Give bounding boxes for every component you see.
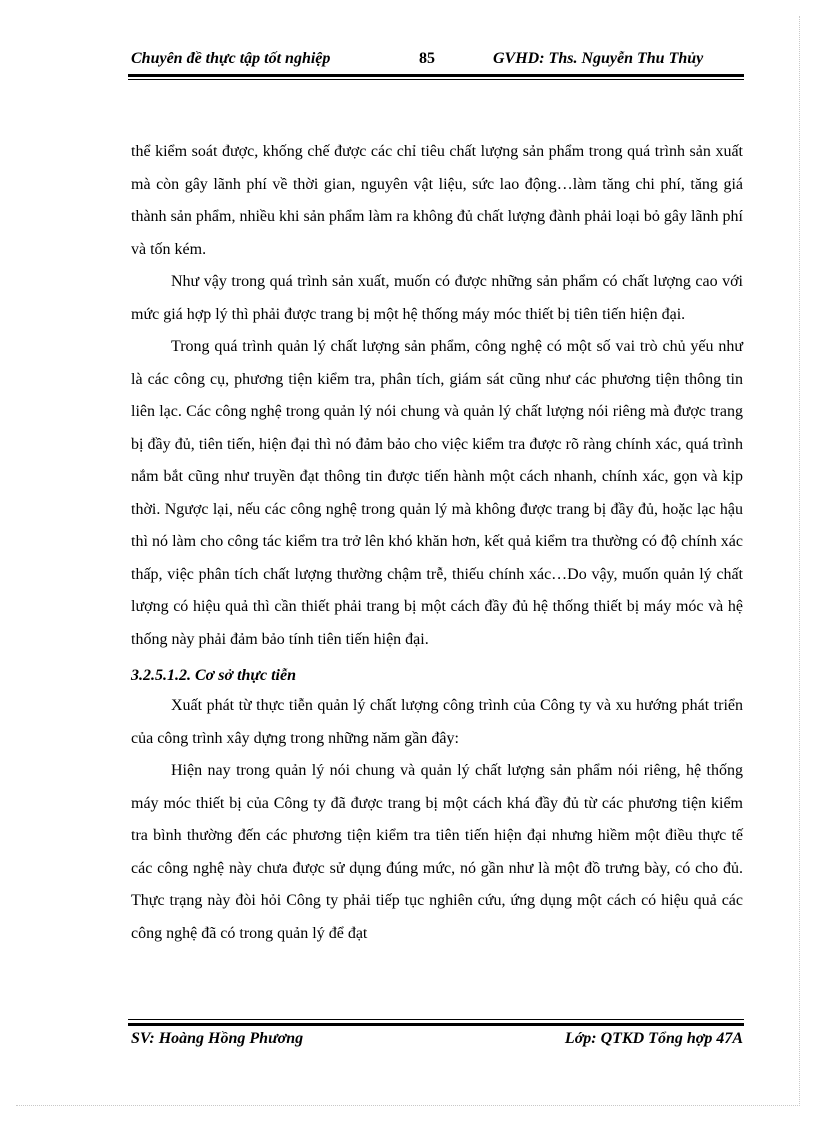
paragraph: Như vậy trong quá trình sản xuất, muốn có được những sản phẩm có chất lượng cao với mức giá hợp lý thì phải được trang bị một hệ thống máy móc thiết bị tiên tiến hiện đại. — [131, 273, 743, 323]
header-divider-thin — [128, 79, 744, 80]
footer-divider — [128, 1023, 744, 1026]
page-header — [131, 50, 743, 74]
header-divider — [128, 74, 744, 77]
paragraph: Hiện nay trong quản lý nói chung và quản lý chất lượng sản phẩm nói riêng, hệ thống máy móc thiết bị của Công ty đã được trang bị một cách khá đầy đủ từ các phương tiện kiểm tra bình thường đến các phương tiện kiểm tra tiên tiến hiện đại nhưng hiềm một điều thực tế các công nghệ này chưa được sử dụng đúng mức, nó gần như là một đồ trưng bày, có cho đủ. Thực trạng này đòi hỏi Công ty phải tiếp tục nghiên cứu, ứng dụng một cách có hiệu quả các công nghệ đã có trong quản lý để đạt — [131, 762, 743, 942]
section-heading: 3.2.5.1.2. Cơ sở thực tiễn — [131, 667, 296, 684]
class-name: Lớp: QTKD Tổng hợp 47A — [564, 1030, 743, 1047]
advisor-name: GVHD: Ths. Nguyễn Thu Thủy — [493, 50, 704, 67]
paragraph: Xuất phát từ thực tiễn quản lý chất lượng công trình của Công ty và xu hướng phát triển của công trình xây dựng trong những năm gần đây: — [131, 697, 743, 747]
paragraph: thể kiểm soát được, khống chế được các chỉ tiêu chất lượng sản phẩm trong quá trình sản xuất mà còn gây lãnh phí về thời gian, nguyên vật liệu, sức lao động…làm tăng chi phí, tăng giá thành sản phẩm, nhiều khi sản phẩm làm ra không đủ chất lượng đành phải loại bỏ gây lãnh phí và tốn kém. — [131, 143, 743, 258]
document-title: Chuyên đề thực tập tốt nghiệp — [131, 50, 331, 67]
paragraph: Trong quá trình quản lý chất lượng sản phẩm, công nghệ có một số vai trò chủ yếu như là các công cụ, phương tiện kiểm tra, phân tích, giám sát cũng như các phương tiện thông tin liên lạc. Các công nghệ trong quản lý nói chung và quản lý chất lượng nói riêng mà được trang bị đầy đủ, tiên tiến, hiện đại thì nó đảm bảo cho việc kiểm tra được rõ ràng chính xác, quá trình nắm bắt cũng như truyền đạt thông tin được tiến hành một cách nhanh, chính xác, gọn và kịp thời. Ngược lại, nếu các công nghệ trong quản lý mà không được trang bị đầy đủ, hoặc lạc hậu thì nó làm cho công tác kiểm tra trở lên khó khăn hơn, kết quả kiểm tra thường có độ chính xác thấp, việc phân tích chất lượng thường chậm trễ, thiếu chính xác…Do vậy, muốn quản lý chất lượng có hiệu quả thì cần thiết phải trang bị một cách đầy đủ hệ thống thiết bị máy móc và hệ thống này phải đảm bảo tính tiên tiến hiện đại. — [131, 338, 743, 648]
page-number: 85 — [419, 50, 435, 67]
footer-divider-thin — [128, 1019, 744, 1020]
page-body — [131, 136, 743, 950]
student-name: SV: Hoàng Hồng Phương — [131, 1030, 304, 1047]
